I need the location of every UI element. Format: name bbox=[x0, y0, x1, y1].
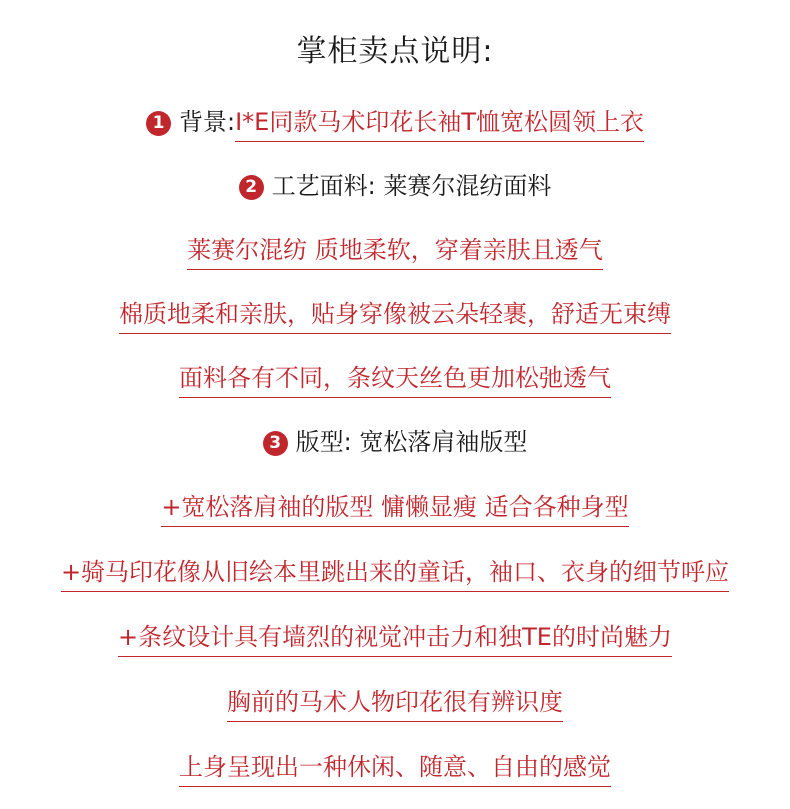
section-3-line-2 bbox=[0, 556, 790, 592]
section-3-label: 版型: 宽松落肩袖版型 bbox=[295, 428, 528, 456]
section-3-line-5 bbox=[0, 751, 790, 787]
section-3-line-1 bbox=[0, 491, 790, 527]
section-3-line-4 bbox=[0, 686, 790, 722]
feature-text: +骑马印花像从旧绘本里跳出来的童话，袖口、衣身的细节呼应 bbox=[61, 556, 729, 592]
section-1-label: 背景: bbox=[179, 108, 236, 136]
feature-text: 莱赛尔混纺 质地柔软，穿着亲肤且透气 bbox=[187, 234, 603, 270]
page-title: 掌柜卖点说明: bbox=[296, 34, 494, 69]
feature-text: 棉质地柔和亲肤，贴身穿像被云朵轻裹，舒适无束缚 bbox=[119, 298, 671, 334]
feature-text: 胸前的马术人物印花很有辨识度 bbox=[227, 686, 563, 722]
number-badge-1: 1 bbox=[146, 111, 171, 136]
feature-text: 面料各有不同，条纹天丝色更加松弛透气 bbox=[179, 362, 611, 398]
section-2-line-2 bbox=[0, 298, 790, 334]
feature-text: 上身呈现出一种休闲、随意、自由的感觉 bbox=[179, 751, 611, 787]
section-3-row bbox=[0, 426, 790, 458]
number-badge-2: 2 bbox=[239, 175, 264, 200]
number-badge-3: 3 bbox=[263, 431, 288, 456]
section-1-value: I*E同款马术印花长袖T恤宽松圆领上衣 bbox=[235, 106, 644, 142]
section-2-line-1 bbox=[0, 234, 790, 270]
feature-text: +宽松落肩袖的版型 慵懒显瘦 适合各种身型 bbox=[161, 491, 628, 527]
section-3-line-3 bbox=[0, 621, 790, 657]
section-1-row bbox=[0, 106, 790, 142]
section-2-row bbox=[0, 170, 790, 202]
section-2-line-3 bbox=[0, 362, 790, 398]
section-2-label: 工艺面料: 莱赛尔混纺面料 bbox=[271, 172, 552, 200]
feature-text: +条纹设计具有墙烈的视觉冲击力和独TE的时尚魅力 bbox=[118, 621, 672, 657]
